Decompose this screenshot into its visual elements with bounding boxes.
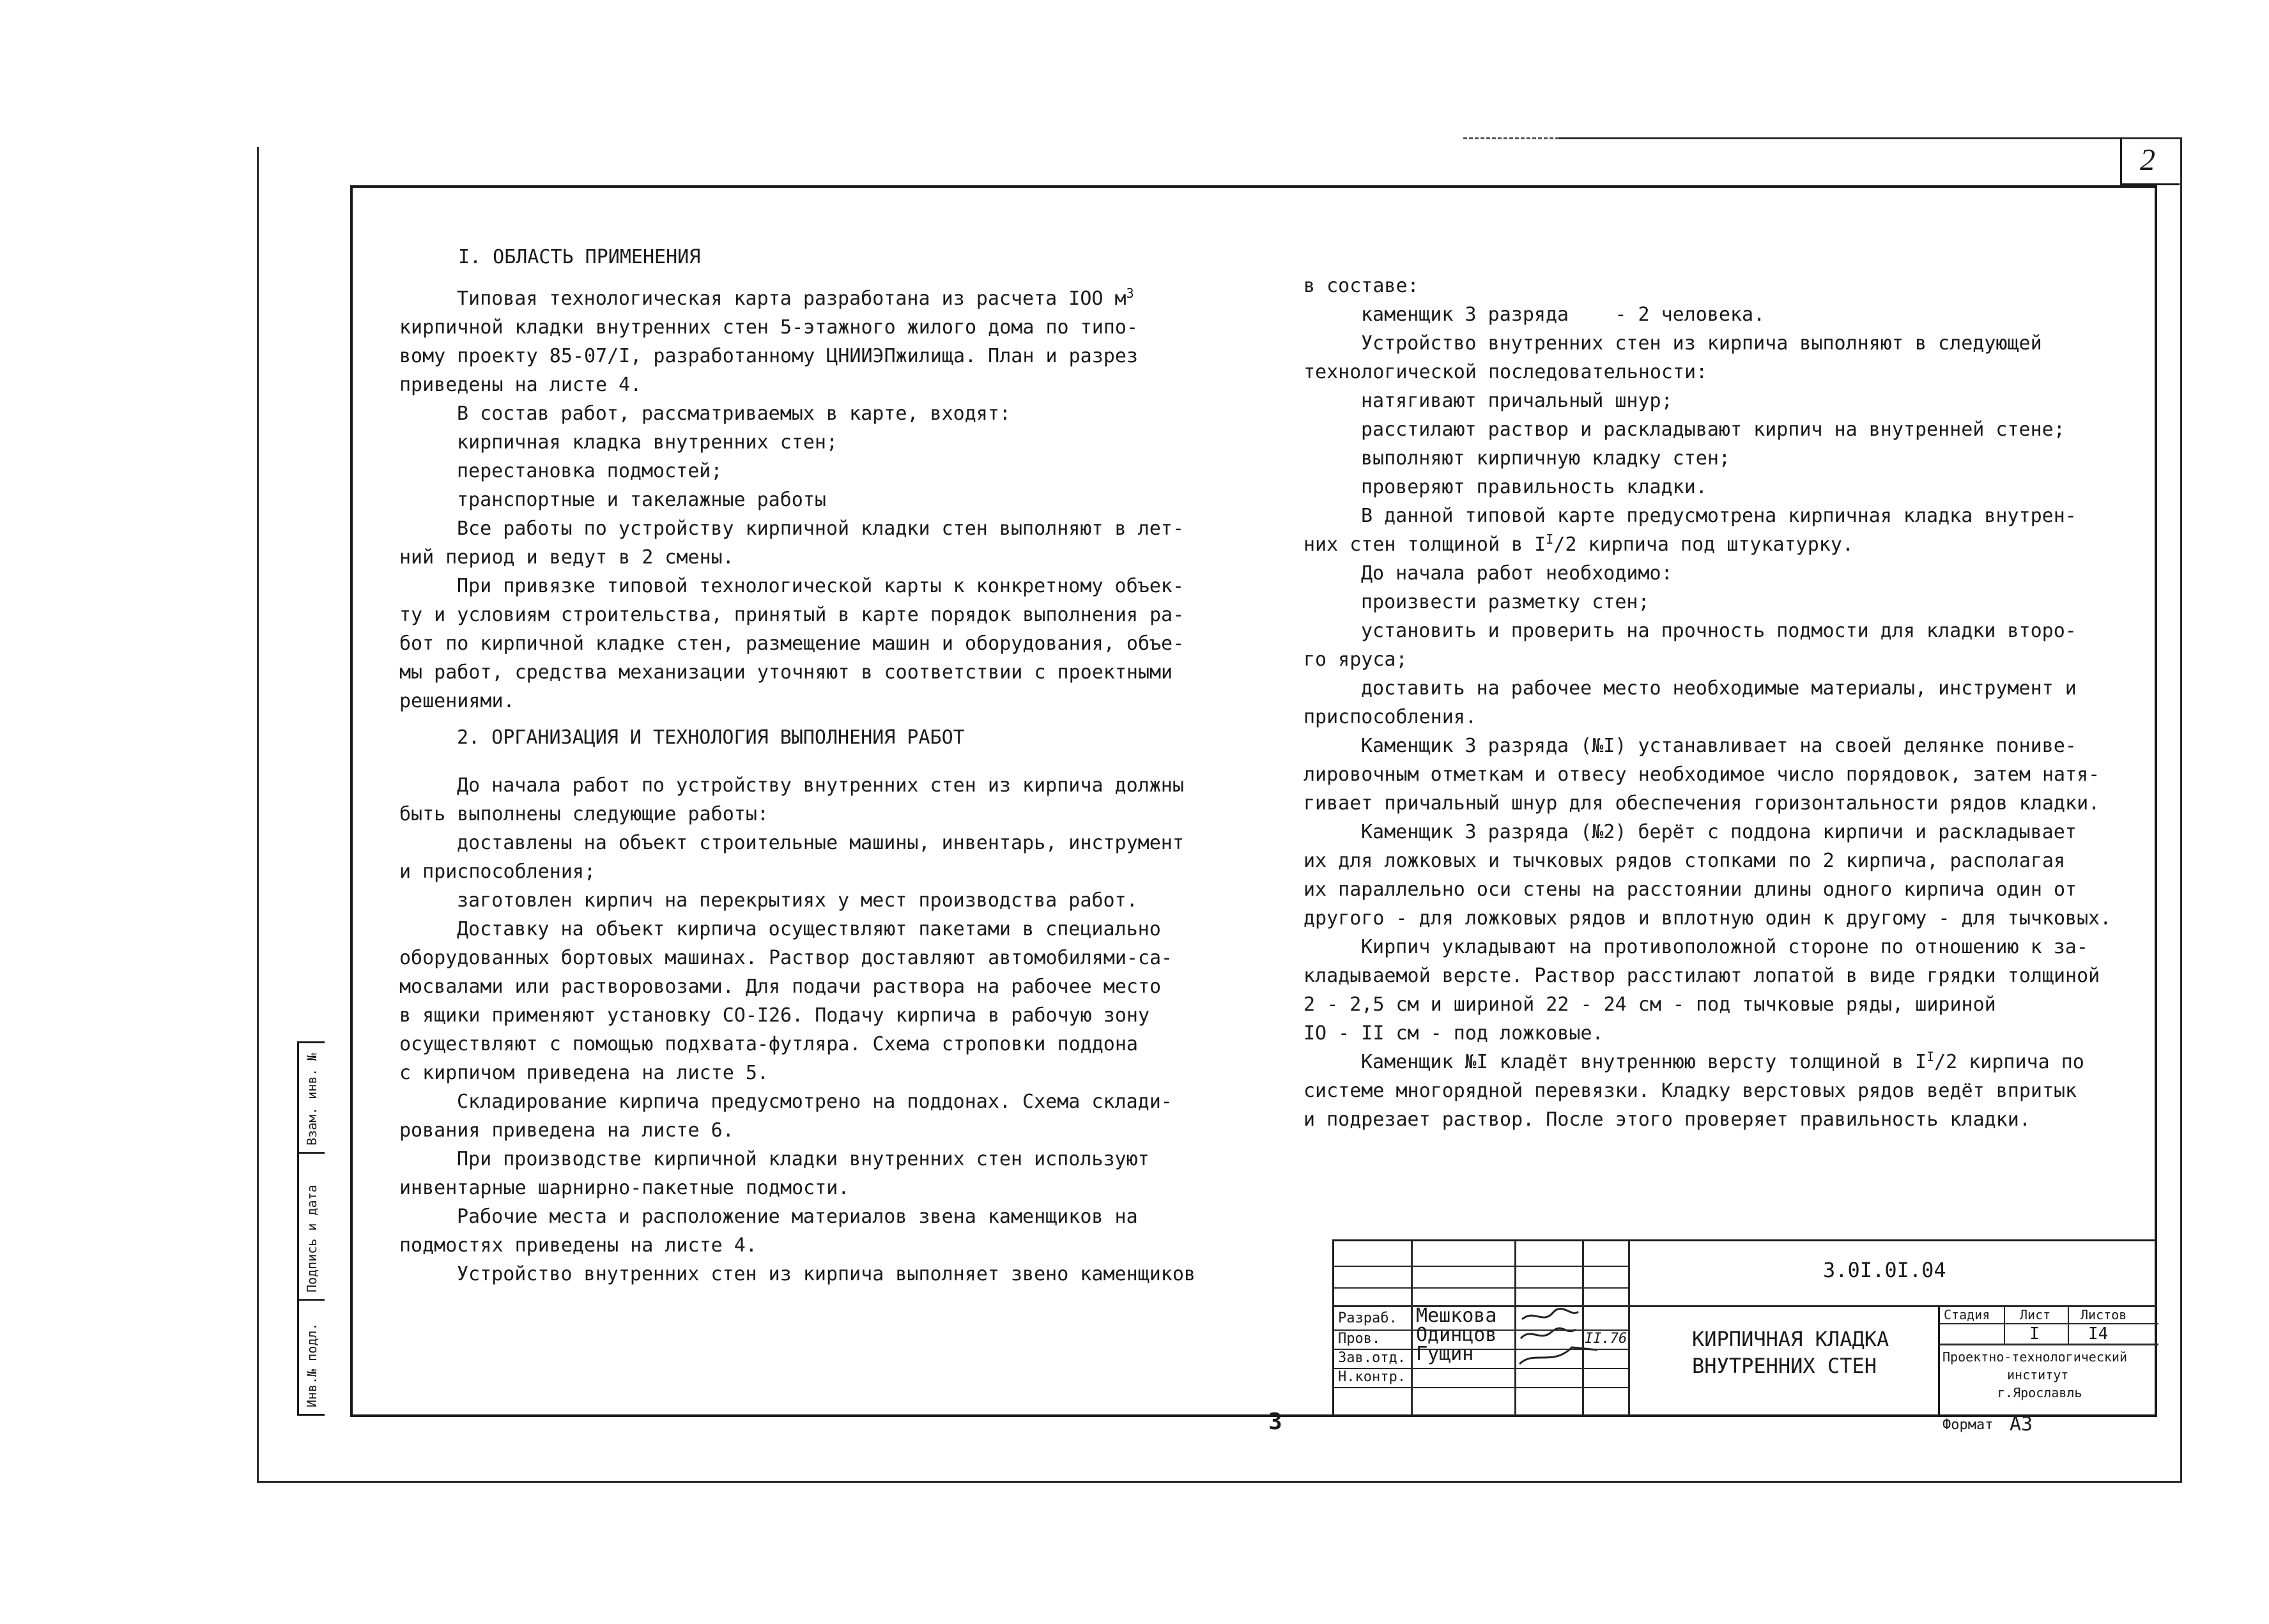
side-label-inv-podl: Инв.№ подл.	[304, 1322, 319, 1407]
grid-line	[1411, 1241, 1413, 1415]
text-line	[1304, 530, 2141, 559]
stage-header: Стадия	[1944, 1307, 1990, 1322]
sheets-value: I4	[2088, 1324, 2109, 1344]
text-line: приспособления.	[1304, 706, 1477, 728]
superscript: I	[1546, 532, 1554, 547]
text-line: 2 - 2,5 см и шириной 22 - 24 см - под тычковые ряды, шириной	[1304, 993, 1996, 1016]
role-label: Пров.	[1338, 1331, 1381, 1347]
text-span: /2 кирпича под штукатурку.	[1553, 533, 1854, 556]
list-item: проверяют правильность кладки.	[1361, 476, 1707, 498]
text-line: Все работы по устройству кирпичной кладки стен выполняют в лет-	[457, 517, 1184, 540]
list-item: расстилают раствор и раскладывают кирпич на внутренней стене;	[1361, 418, 2065, 441]
list-item: кирпичная кладка внутренних стен;	[457, 431, 838, 454]
text-line: ний период и ведут в 2 смены.	[399, 546, 734, 569]
text-line	[1304, 1048, 2141, 1076]
text-line: рования приведена на листе 6.	[399, 1119, 734, 1142]
list-item: установить и проверить на прочность подмости для кладки второ-	[1361, 620, 2077, 642]
text-line: До начала работ по устройству внутренних стен из кирпича должны	[457, 774, 1184, 797]
text-line: Каменщик 3 разряда (№I) устанавливает на своей делянке пониве-	[1361, 735, 2077, 757]
grid-line	[2068, 1305, 2069, 1344]
spacer	[399, 716, 1230, 723]
title-block	[1332, 1239, 2157, 1415]
format-value: А3	[2010, 1413, 2033, 1436]
text-line: ту и условиям строительства, принятый в карте порядок выполнения ра-	[399, 604, 1185, 626]
text-line: IO - II см - под ложковые.	[1304, 1022, 1604, 1045]
sheet-info-table	[1938, 1305, 2158, 1415]
text-line: системе многорядной перевязки. Кладку верстовых рядов ведёт впритык	[1304, 1080, 2077, 1102]
text-line: в ящики применяют установку СО-I26. Подачу кирпича в рабочую зону	[399, 1004, 1150, 1027]
superscript: I	[1927, 1049, 1935, 1064]
text-line: их для ложковых и тычковых рядов стопками по 2 кирпича, располагая	[1304, 850, 2066, 872]
text-line: осуществляют с помощью подхвата-футляра. Схема строповки поддона	[399, 1033, 1138, 1055]
text-line: Кирпич укладывают на противоположной стороне по отношению к за-	[1361, 936, 2088, 958]
text-line: мосвалами или растворовозами. Для подачи раствора на рабочее место	[399, 976, 1162, 998]
page-number: 3	[1268, 1409, 1282, 1435]
signatures	[1514, 1305, 1629, 1375]
text-line: их параллельно оси стены на расстоянии длины одного кирпича один от	[1304, 878, 2077, 901]
text-line: в составе:	[1304, 275, 1419, 297]
text-line: кладываемой версте. Раствор расстилают лопатой в виде грядки толщиной	[1304, 965, 2100, 987]
grid-line	[1940, 1344, 2158, 1345]
outer-border-left	[257, 147, 259, 1482]
side-label-podpis: Подпись и дата	[304, 1184, 319, 1292]
grid-line	[1940, 1323, 2158, 1324]
grid-line	[1334, 1387, 1628, 1388]
drawing-title-line2: ВНУТРЕННИХ СТЕН	[1692, 1354, 1877, 1378]
side-stamp-divider	[299, 1152, 325, 1154]
role-label: Зав.отд.	[1338, 1350, 1406, 1366]
right-column	[1304, 272, 2141, 1134]
list-item: натягивают причальный шнур;	[1361, 390, 1673, 412]
text-span: Каменщик №I кладёт внутреннюю версту толщиной в I	[1361, 1051, 1927, 1073]
corner-number: 2	[2140, 143, 2155, 177]
text-line: При производстве кирпичной кладки внутренних стен используют	[457, 1148, 1150, 1170]
role-label: Н.контр.	[1338, 1369, 1406, 1385]
text-line: заготовлен кирпич на перекрытиях у мест производства работ.	[457, 889, 1138, 912]
side-stamp-divider	[299, 1299, 325, 1301]
document-code: 3.0I.0I.04	[1823, 1258, 1946, 1282]
outer-border-top-dash	[1463, 137, 1559, 139]
text-line: решениями.	[399, 690, 515, 712]
list-item: доставить на рабочее место необходимые материалы, инструмент и	[1361, 677, 2077, 700]
role-label: Разраб.	[1338, 1310, 1397, 1326]
format-label: Формат	[1942, 1417, 1994, 1433]
text-line: инвентарные шарнирно-пакетные подмости.	[399, 1177, 850, 1199]
text-span: /2 кирпича по	[1934, 1051, 2084, 1073]
text-line: с кирпичом приведена на листе 5.	[399, 1062, 769, 1084]
sheet-value: I	[2029, 1324, 2040, 1344]
text-line: каменщик 3 разряда - 2 человека.	[1361, 303, 1765, 326]
date-value: II.76	[1585, 1331, 1627, 1347]
list-item: произвести разметку стен;	[1361, 591, 1650, 613]
text-line: мы работ, средства механизации уточняют в соответствии с проектными	[399, 661, 1173, 684]
text-span: Типовая технологическая карта разработана из расчета IOO м	[457, 287, 1127, 310]
outer-border-bottom	[257, 1481, 2182, 1483]
text-line: бот по кирпичной кладке стен, размещение машин и оборудования, объе-	[399, 632, 1185, 655]
text-line: другого - для ложковых рядов и вплотную один к другому - для тычковых.	[1304, 907, 2112, 930]
text-line: быть выполнены следующие работы:	[399, 803, 769, 825]
text-line: В состав работ, рассматриваемых в карте, входят:	[457, 402, 1011, 425]
left-column	[399, 243, 1230, 1289]
text-line: Рабочие места и расположение материалов звена каменщиков на	[457, 1206, 1138, 1228]
text-line: подмостях приведены на листе 4.	[399, 1234, 757, 1257]
side-stamp	[297, 1041, 325, 1416]
drawing-title-line1: КИРПИЧНАЯ КЛАДКА	[1692, 1327, 1889, 1351]
list-item: выполняют кирпичную кладку стен;	[1361, 447, 1730, 470]
person-name: Гущин	[1416, 1343, 1474, 1365]
text-line: технологической последовательности:	[1304, 361, 1708, 383]
text-line: Устройство внутренних стен из кирпича выполняет звено каменщиков	[457, 1263, 1196, 1285]
text-line: Доставку на объект кирпича осуществляют пакетами в специально	[457, 918, 1161, 940]
organization-line2: институт	[2007, 1367, 2069, 1383]
grid-line	[2004, 1305, 2005, 1344]
person-name: Одинцов	[1416, 1324, 1497, 1346]
text-line: В данной типовой карте предусмотрена кирпичная кладка внутрен-	[1361, 505, 2077, 527]
text-line: Складирование кирпича предусмотрено на поддонах. Схема склади-	[457, 1091, 1173, 1113]
text-line: оборудованных бортовых машинах. Раствор доставляют автомобилями-са-	[399, 947, 1173, 969]
list-item: транспортные и такелажные работы	[457, 489, 826, 511]
grid-line	[1334, 1266, 1628, 1267]
text-line: кирпичной кладки внутренних стен 5-этажного жилого дома по типо-	[399, 316, 1138, 339]
text-line	[399, 284, 1230, 313]
text-line: Устройство внутренних стен из кирпича выполняют в следующей	[1361, 332, 2042, 355]
section-heading-1: I. ОБЛАСТЬ ПРИМЕНЕНИЯ	[458, 246, 701, 268]
text-line: При привязке типовой технологической карты к конкретному объек-	[457, 575, 1184, 597]
section-heading-2: 2. ОРГАНИЗАЦИЯ И ТЕХНОЛОГИЯ ВЫПОЛНЕНИЯ РАБОТ	[457, 726, 965, 749]
outer-border-right	[2180, 137, 2182, 1482]
text-line: До начала работ необходимо:	[1361, 562, 1673, 585]
text-line: и подрезает раствор. После этого проверяет правильность кладки.	[1304, 1108, 2031, 1131]
superscript: 3	[1126, 286, 1134, 301]
text-line: гивает причальный шнур для обеспечения горизонтальности рядов кладки.	[1304, 792, 2100, 815]
text-line: и приспособления;	[399, 861, 596, 883]
sheet-header: Лист	[2020, 1307, 2051, 1322]
side-label-vzam: Взам. инв. №	[304, 1053, 319, 1145]
text-line: вому проекту 85-07/I, разработанному ЦНИИЭПжилища. План и разрез	[399, 345, 1138, 367]
text-line: приведены на листе 4.	[399, 374, 642, 396]
grid-line	[1334, 1287, 1628, 1289]
outer-border-top	[1559, 137, 2182, 139]
text-line: го яруса;	[1304, 648, 1408, 671]
list-item: перестановка подмостей;	[457, 460, 723, 482]
text-span: них стен толщиной в I	[1304, 533, 1546, 556]
person-name: Мешкова	[1416, 1305, 1497, 1327]
sheets-header: Листов	[2081, 1307, 2127, 1322]
organization-line1: Проектно-технологический	[1942, 1349, 2127, 1365]
text-line: доставлены на объект строительные машины, инвентарь, инструмент	[457, 832, 1184, 854]
organization-line3: г.Ярославль	[1997, 1385, 2082, 1400]
text-line: Каменщик 3 разряда (№2) берёт с поддона кирпичи и раскладывает	[1361, 821, 2077, 843]
text-line: лировочным отметкам и отвесу необходимое число порядовок, затем натя-	[1304, 763, 2100, 786]
corner-number-box	[2120, 137, 2180, 185]
